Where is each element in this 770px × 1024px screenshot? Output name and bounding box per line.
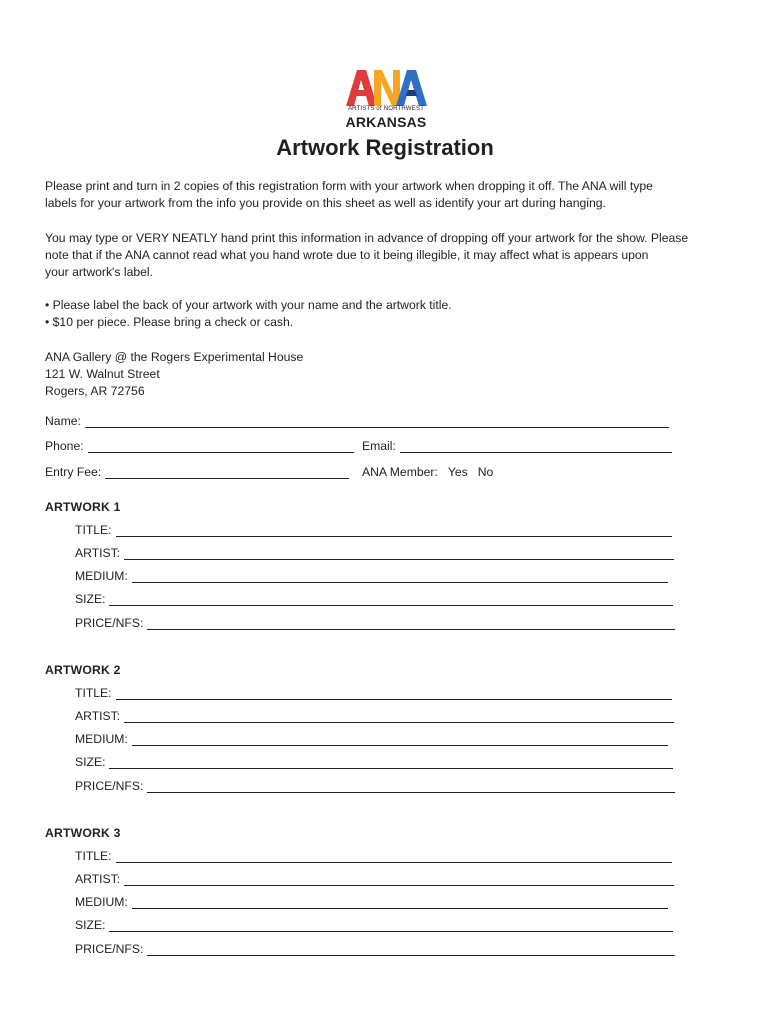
size-input-line[interactable] [109,593,673,606]
size-label: SIZE: [75,755,106,769]
bullet-item: • Please label the back of your artwork with your name and the artwork title. [45,298,452,312]
price-input-line[interactable] [147,943,675,956]
artwork-2-price-field [75,779,675,793]
bullet-list [45,297,735,331]
artwork-3-medium-field [75,895,668,909]
address-line: 121 W. Walnut Street [45,367,160,381]
logo-state: ARKANSAS [345,114,427,130]
title-label: TITLE: [75,686,112,700]
ana-member-label: ANA Member: [362,465,438,479]
medium-input-line[interactable] [132,570,668,583]
artwork-2-artist-field [75,709,674,723]
price-label: PRICE/NFS: [75,942,144,956]
intro-line: labels for your artwork from the info you provide on this sheet as well as identify your art during hanging. [45,196,606,210]
name-label: Name: [45,414,81,428]
medium-label: MEDIUM: [75,569,128,583]
name-field [45,414,669,428]
size-label: SIZE: [75,592,106,606]
email-input-line[interactable] [400,440,672,453]
artist-input-line[interactable] [124,873,674,886]
price-label: PRICE/NFS: [75,616,144,630]
artwork-3-price-field [75,942,675,956]
artwork-1-medium-field [75,569,668,583]
artwork-2-size-field [75,755,673,769]
notice-line: your artwork's label. [45,265,153,279]
address-line: Rogers, AR 72756 [45,384,145,398]
gallery-address [45,349,735,400]
artwork-1-size-field [75,592,673,606]
size-input-line[interactable] [109,756,673,769]
entry-fee-field [45,465,349,479]
title-input-line[interactable] [116,850,672,863]
artwork-1-title-field [75,523,672,537]
email-field [362,439,672,453]
size-input-line[interactable] [109,919,673,932]
notice-paragraph [45,230,735,281]
phone-label: Phone: [45,439,84,453]
artwork-3-artist-field [75,872,674,886]
artwork-3-size-field [75,918,673,932]
artist-input-line[interactable] [124,710,674,723]
artist-label: ARTIST: [75,872,121,886]
notice-line: note that if the ANA cannot read what you hand wrote due to it being illegible, it may affect what is appears upon [45,248,649,262]
size-label: SIZE: [75,918,106,932]
bullet-item: • $10 per piece. Please bring a check or cash. [45,315,294,329]
artist-input-line[interactable] [124,547,674,560]
title-label: TITLE: [75,849,112,863]
artist-label: ARTIST: [75,709,121,723]
logo-subtitle: ARTISTS of NORTHWEST [347,106,425,112]
medium-input-line[interactable] [132,896,668,909]
phone-input-line[interactable] [88,440,354,453]
artwork-2-heading: ARTWORK 2 [45,663,121,677]
address-line: ANA Gallery @ the Rogers Experimental House [45,350,304,364]
name-input-line[interactable] [85,415,669,428]
member-no-option[interactable]: No [477,465,494,479]
medium-label: MEDIUM: [75,732,128,746]
artwork-3-title-field [75,849,672,863]
notice-line: You may type or VERY NEATLY hand print this information in advance of dropping off your artwork for the show. Please [45,231,689,245]
ana-logo-icon [344,68,428,108]
price-input-line[interactable] [147,617,675,630]
medium-label: MEDIUM: [75,895,128,909]
artwork-2-medium-field [75,732,668,746]
price-label: PRICE/NFS: [75,779,144,793]
email-label: Email: [362,439,396,453]
price-input-line[interactable] [147,780,675,793]
member-yes-option[interactable]: Yes [447,465,468,479]
phone-field [45,439,354,453]
artwork-1-price-field [75,616,675,630]
artist-label: ARTIST: [75,546,121,560]
title-input-line[interactable] [116,524,672,537]
entry-fee-input-line[interactable] [105,466,349,479]
artwork-1-heading: ARTWORK 1 [45,500,121,514]
page-title: Artwork Registration [276,135,494,160]
artwork-2-title-field [75,686,672,700]
title-input-line[interactable] [116,687,672,700]
artwork-1-artist-field [75,546,674,560]
artwork-3-heading: ARTWORK 3 [45,826,121,840]
title-label: TITLE: [75,523,112,537]
intro-line: Please print and turn in 2 copies of this registration form with your artwork when dropping it off. The ANA will type [45,179,653,193]
ana-member-field [362,465,493,479]
medium-input-line[interactable] [132,733,668,746]
entry-fee-label: Entry Fee: [45,465,102,479]
intro-paragraph [45,178,735,212]
